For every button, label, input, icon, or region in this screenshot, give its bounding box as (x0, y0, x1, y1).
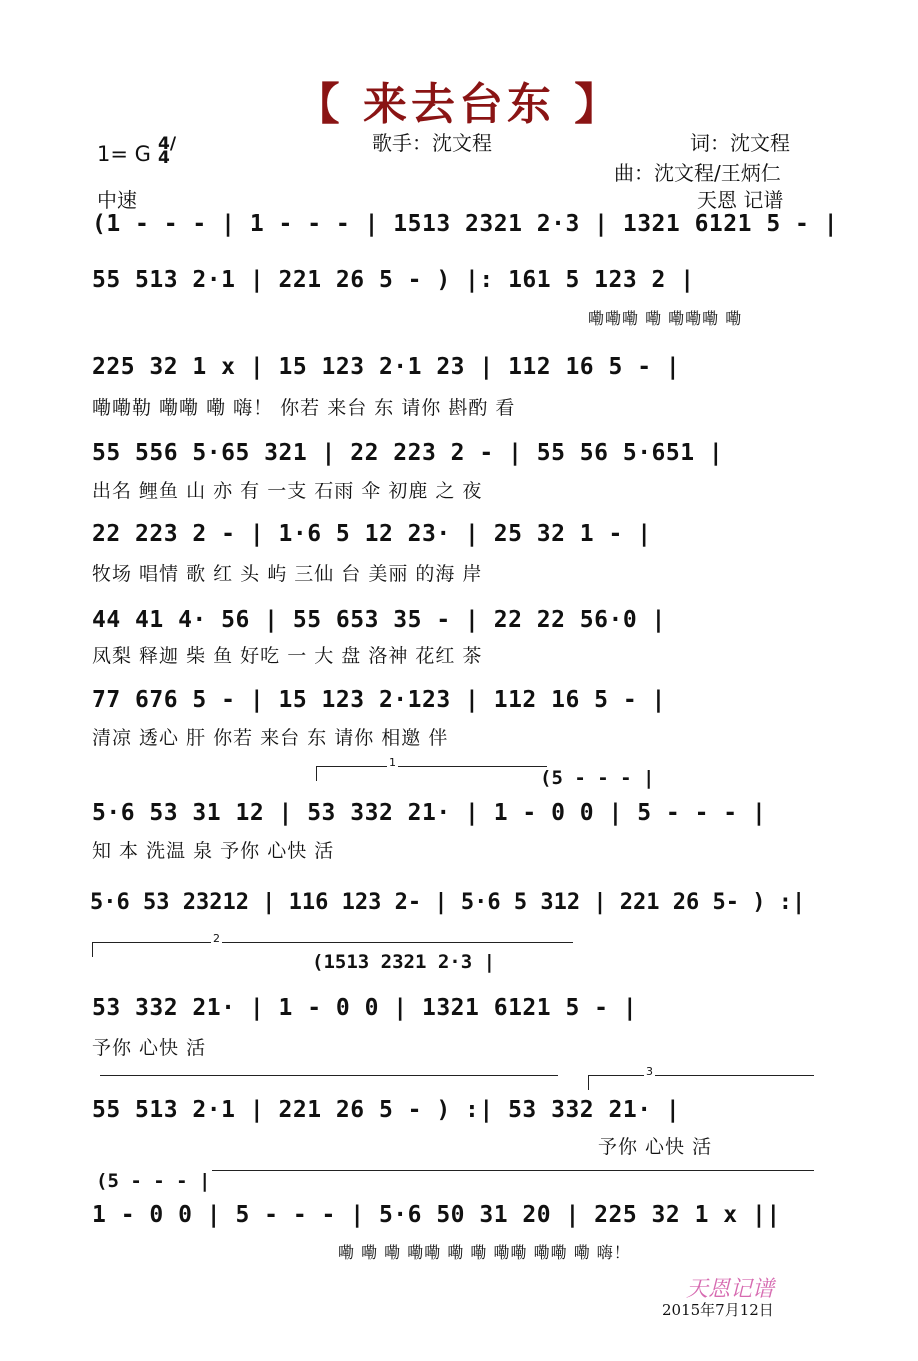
lyric-row-12: 嘞 嘞 嘞 嘞嘞 嘞 嘞 嘞嘞 嘞嘞 嘞 嗨！ (338, 1243, 631, 1262)
lyric-row-3: 嘞嘞勒 嘞嘞 嘞 嗨！ 你若 来台 东 请你 斟酌 看 (92, 397, 516, 419)
volta-bracket-1 (316, 756, 547, 781)
volta-line (100, 1075, 558, 1076)
staff-row-2: 55 513 2·1 | 221 26 5 - ) |: 161 5 123 2 | (92, 267, 695, 293)
staff-row-7: 77 676 5 - | 15 123 2·123 | 112 16 5 - | (92, 687, 666, 713)
lyric-row-2: 嘞嘞嘞 嘞 嘞嘞嘞 嘞 (588, 309, 743, 328)
alt-intro-bracket-2: (1513 2321 2·3 | (312, 951, 496, 973)
volta-number: 3 (646, 1065, 653, 1078)
volta-bracket-3 (588, 1065, 814, 1090)
transcription-date: 2015年7月12日 (662, 1301, 774, 1319)
composer-credit: 曲：沈文程/王炳仁 (614, 161, 781, 185)
lyric-row-8: 知 本 洗温 泉 予你 心快 活 (92, 840, 335, 862)
alt-intro-bracket-3: (5 - - - | (96, 1170, 211, 1192)
transcriber-credit: 天恩 记谱 (697, 188, 784, 212)
lyric-row-4: 出名 鲤鱼 山 亦 有 一支 石雨 伞 初鹿 之 夜 (92, 480, 483, 502)
volta-number: 1 (389, 756, 396, 769)
staff-row-3: 225 32 1 x | 15 123 2·1 23 | 112 16 5 - | (92, 354, 681, 380)
volta-line (212, 1170, 814, 1171)
volta-number: 2 (213, 932, 220, 945)
staff-row-11: 55 513 2·1 | 221 26 5 - ) :| 53 332 21· | (92, 1097, 681, 1123)
song-title: 【 来去台东 】 (295, 79, 623, 130)
staff-row-9: 5·6 53 23212 | 116 123 2- | 5·6 5 312 | 221 26 5- ) :| (90, 890, 806, 915)
staff-row-12: 1 - 0 0 | 5 - - - | 5·6 50 31 20 | 225 32 1 x || (92, 1202, 781, 1228)
tempo-marking: 中速 (97, 188, 137, 212)
lyric-row-5: 牧场 唱情 歌 红 头 屿 三仙 台 美丽 的海 岸 (92, 563, 483, 585)
transcriber-stamp: 天恩记谱 (686, 1277, 775, 1302)
lyricist-credit: 词：沈文程 (690, 131, 790, 155)
staff-row-8: 5·6 53 31 12 | 53 332 21· | 1 - 0 0 | 5 - - - | (92, 800, 767, 826)
staff-row-5: 22 223 2 - | 1·6 5 12 23· | 25 32 1 - | (92, 521, 652, 547)
key-signature: 1= G (97, 142, 151, 166)
staff-row-4: 55 556 5·65 321 | 22 223 2 - | 55 56 5·651 | (92, 440, 724, 466)
singer-credit: 歌手：沈文程 (372, 131, 492, 155)
lyric-row-10: 予你 心快 活 (92, 1037, 207, 1059)
lyric-row-7: 清凉 透心 肝 你若 来台 东 请你 相邀 伴 (92, 727, 449, 749)
staff-row-10: 53 332 21· | 1 - 0 0 | 1321 6121 5 - | (92, 995, 638, 1021)
staff-row-6: 44 41 4· 56 | 55 653 35 - | 22 22 56·0 | (92, 607, 666, 633)
time-signature: 4/4 (158, 134, 177, 168)
lyric-row-11: 予你 心快 活 (598, 1136, 713, 1158)
lyric-row-6: 凤梨 释迦 柴 鱼 好吃 一 大 盘 洛神 花红 茶 (92, 645, 483, 667)
alt-intro-bracket-1: (5 - - - | (540, 767, 655, 789)
staff-row-1: (1 - - - | 1 - - - | 1513 2321 2·3 | 1321 6121 5 - | (92, 211, 839, 237)
